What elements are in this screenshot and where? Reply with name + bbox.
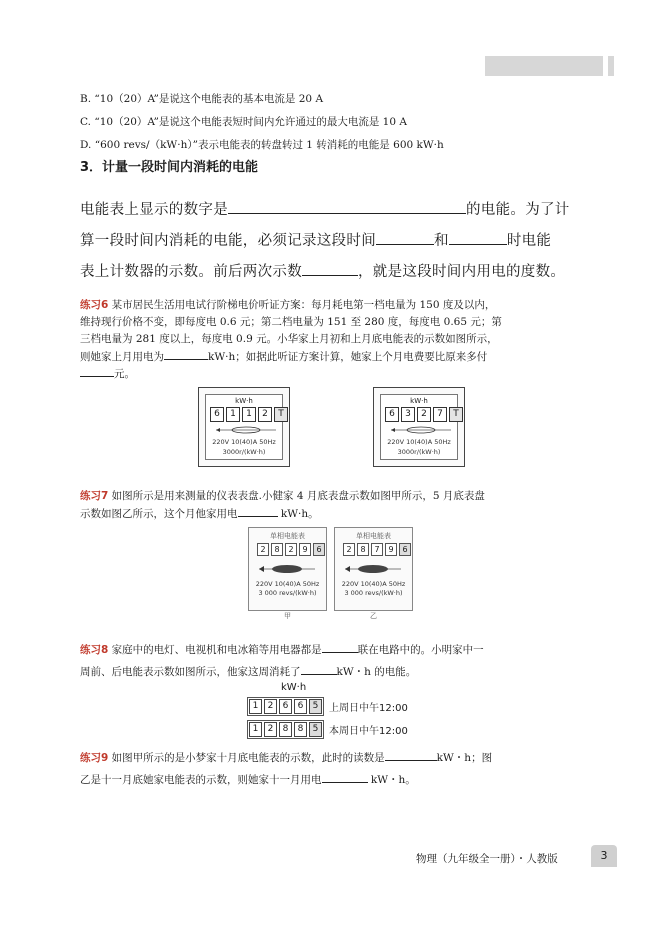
exercise-label: 练习8	[80, 644, 109, 656]
exercise-7: 练习7 如图所示是用来测量的仪表表盘.小健家 4 月底表盘示数如图甲所示，5 月底表盘 示数如图乙所示，这个月他家用电 kW·h。	[80, 490, 485, 520]
exercise-6: 练习6 某市居民生活用电试行阶梯电价听证方案：每月耗电第一档电量为 150 度及以内， 维持现行价格不变，即每度电 0.6 元；第二档电量为 151 至 280 度，每度电 0.65 元；第 三档电量为 281 度以上，每度电 0.9 元。小华家上月初和上月底电能表的示数如图所示， 则她家上月用电为 kW·h；如据此听证方案计算，她家上个月电费要比原来多付 元。	[80, 299, 502, 380]
book-footer: 物理（九年级全一册）・人教版	[416, 853, 558, 865]
answer-blank[interactable]	[228, 199, 466, 214]
exercise-label: 练习7	[80, 490, 109, 502]
answer-blank[interactable]	[80, 365, 114, 377]
header-bar	[485, 56, 603, 76]
meter-digits: 6 3 2 7 T	[385, 407, 463, 422]
exercise-8: 练习8 家庭中的电灯、电视机和电冰箱等用电器都是 联在电路中的。小明家中一 周前、后电能表示数如图所示，他家这周消耗了 kW・h 的电能。	[80, 641, 585, 680]
answer-blank[interactable]	[322, 771, 368, 783]
answer-blank[interactable]	[164, 348, 208, 360]
answer-blank[interactable]	[376, 230, 434, 245]
answer-blank[interactable]	[322, 641, 358, 653]
fill-line-2: 算一段时间内消耗的电能，必须记录这段时间 和 时电能	[80, 229, 551, 250]
electric-meter-start: kW·h 6 1 1 2 T 220V 10(40)A 50Hz 3000r/(kW·h)	[198, 387, 290, 467]
fill-line-3: 表上计数器的示数。前后两次示数 ，就是这段时间内用电的度数。	[80, 260, 565, 281]
meter-disc-icon	[343, 563, 403, 575]
answer-blank[interactable]	[449, 230, 507, 245]
option-c: C. “10（20）A”是说这个电能表短时间内允许通过的最大电流是 10 A	[80, 116, 407, 128]
option-d: D. “600 revs/（kW·h）”表示电能表的转盘转过 1 转消耗的电能是 600 kW·h	[80, 139, 444, 151]
section-title: 3．计量一段时间内消耗的电能	[80, 160, 259, 175]
electric-meter-end: kW·h 6 3 2 7 T 220V 10(40)A 50Hz 3000r/(kW·h)	[373, 387, 465, 467]
meter-digits: 2 8 2 9 6	[257, 543, 325, 556]
meter-reading-before: 1 2 6 6 5 上周日中午12:00	[247, 697, 408, 716]
option-b: B. “10（20）A”是说这个电能表的基本电流是 20 A	[80, 93, 324, 105]
exercise-label: 练习9	[80, 752, 109, 764]
answer-blank[interactable]	[238, 505, 278, 517]
exercise-label: 练习6	[80, 299, 109, 311]
electric-meter-jia: 单相电能表 2 8 2 9 6 220V 10(40)A 50Hz 3 000 revs/(kW·h) 甲	[248, 527, 327, 611]
exercise-9: 练习9 如图甲所示的是小梦家十月底电能表的示数，此时的读数是 kW・h；图 乙是十一月底她家电能表的示数，则她家十一月用电 kW・h。	[80, 749, 585, 788]
meter-disc-icon	[216, 425, 276, 435]
electric-meter-yi: 单相电能表 2 8 7 9 6 220V 10(40)A 50Hz 3 000 revs/(kW·h) 乙	[334, 527, 413, 611]
fill-line-1: 电能表上显示的数字是 的电能。为了计	[80, 198, 570, 219]
answer-blank[interactable]	[385, 749, 437, 761]
answer-blank[interactable]	[302, 261, 358, 276]
header-tab	[608, 56, 614, 76]
meter-disc-icon	[391, 425, 451, 435]
answer-blank[interactable]	[301, 663, 337, 675]
page-number: 3	[591, 845, 617, 867]
meter-reading-after: 1 2 8 8 5 本周日中午12:00	[247, 720, 408, 739]
meter-disc-icon	[257, 563, 317, 575]
meter-digits: 6 1 1 2 T	[210, 407, 288, 422]
meter-digits: 2 8 7 9 6	[343, 543, 411, 556]
meter-unit: kW·h	[281, 682, 307, 693]
